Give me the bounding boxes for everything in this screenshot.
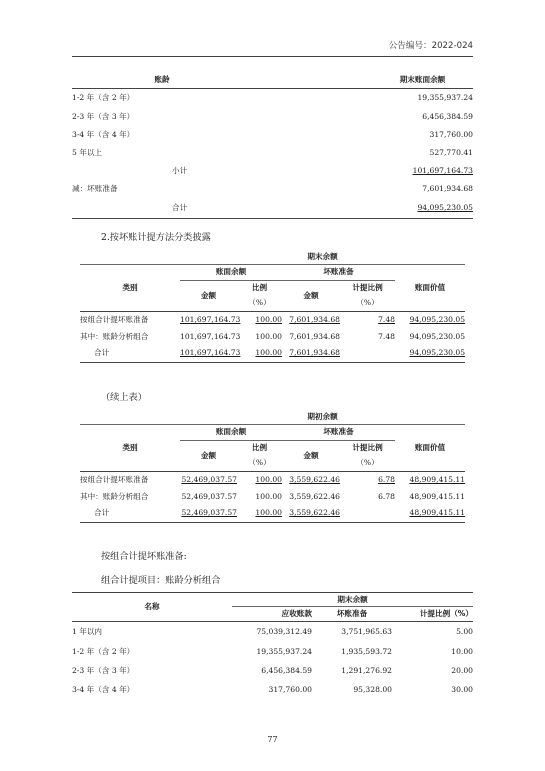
row-label: 2-3 年（含 3 年） <box>72 666 135 676</box>
continued-label: （续上表） <box>101 392 147 403</box>
cell-value: 94,095,230.05 <box>409 348 466 358</box>
header-accrual-unit: （%） <box>356 297 379 307</box>
cell-bad: 1,291,276.92 <box>341 666 392 676</box>
row-label: 按组合计提坏账准备 <box>80 314 149 324</box>
header-divider <box>72 56 473 57</box>
cell-amount: 52,469,037.57 <box>181 508 237 518</box>
cell-value: 94,095,230.05 <box>409 331 466 341</box>
header-ratio: 比例 <box>251 442 268 452</box>
cell-value: 48,909,415.11 <box>409 474 466 484</box>
header-accrual-ratio: 计提比例 <box>352 442 383 452</box>
cell-ratio: 100.00 <box>255 331 282 341</box>
subtotal-value: 101,697,164.73 <box>412 166 473 176</box>
cell-receivable: 75,039,312.49 <box>256 626 312 636</box>
header-closing-balance: 期末账面余额 <box>399 74 446 84</box>
header-book-value: 账面价值 <box>414 442 446 452</box>
header-book-balance: 账面余额 <box>215 267 247 277</box>
period-label: 期初余额 <box>307 411 338 421</box>
header-receivable: 应收账款 <box>281 609 312 619</box>
row-label: 1 年以内 <box>72 626 103 636</box>
header-book-value: 账面价值 <box>414 282 446 292</box>
row-value: 6,456,384.59 <box>422 112 473 122</box>
page-number: 77 <box>267 735 278 744</box>
row-label: 1-2 年（含 2 年） <box>72 93 135 103</box>
header-category: 类别 <box>122 282 138 292</box>
cell-bad-amount: 3,559,622.46 <box>289 474 340 484</box>
cell-accrual: 6.78 <box>378 474 395 484</box>
header-ratio: 比例 <box>251 282 268 292</box>
row-label: 其中：账龄分析组合 <box>80 331 149 341</box>
header-book-balance: 账面余额 <box>215 427 247 437</box>
row-value: 527,770.41 <box>429 148 473 158</box>
total-value: 94,095,230.05 <box>417 202 473 212</box>
header-bad-debt: 坏账准备 <box>323 427 354 437</box>
cell-receivable: 317,760.00 <box>268 685 312 695</box>
cell-accrual: 7.48 <box>378 314 395 324</box>
header-ratio-unit: （%） <box>248 297 271 307</box>
row-label: 2-3 年（含 3 年） <box>72 112 135 122</box>
header-amount: 金额 <box>303 290 319 300</box>
cell-bad: 1,935,593.72 <box>341 646 392 656</box>
cell-ratio: 10.00 <box>451 646 473 656</box>
combo-text: 按组合计提坏账准备: <box>101 551 187 562</box>
cell-bad: 3,751,965.63 <box>341 626 392 636</box>
cell-accrual <box>340 505 395 522</box>
row-value: 7,601,934.68 <box>422 184 473 194</box>
combo-aging-table <box>72 592 473 700</box>
header-bad-debt: 坏账准备 <box>336 609 368 619</box>
header-ratio-unit: （%） <box>248 457 271 467</box>
cell-accrual <box>340 345 395 362</box>
row-label: 其中：账龄分析组合 <box>80 491 149 501</box>
cell-bad-amount: 7,601,934.68 <box>289 314 340 324</box>
cell-ratio: 100.00 <box>255 491 282 501</box>
cell-amount: 52,469,037.57 <box>181 491 237 501</box>
cell-amount: 52,469,037.57 <box>181 474 237 484</box>
header-bad-debt: 坏账准备 <box>323 267 354 277</box>
cell-accrual: 7.48 <box>378 331 395 341</box>
header-name: 名称 <box>144 602 160 612</box>
row-value: 317,760.00 <box>429 130 473 140</box>
cell-ratio: 100.00 <box>255 474 282 484</box>
row-label: 3-4 年（含 4 年） <box>72 130 135 140</box>
total-label: 合计 <box>172 202 188 212</box>
cell-ratio: 100.00 <box>255 508 282 518</box>
cell-bad: 95,328.00 <box>353 685 392 695</box>
aging-table <box>72 72 473 219</box>
header-age: 账龄 <box>154 74 170 84</box>
cell-receivable: 19,355,937.24 <box>256 646 312 656</box>
classification-table-closing <box>80 250 465 363</box>
combo-item-text: 组合计提项目：账龄分析组合 <box>101 575 221 586</box>
cell-amount: 101,697,164.73 <box>180 314 241 324</box>
subtotal-label: 小计 <box>172 166 188 176</box>
cell-amount: 101,697,164.73 <box>180 331 241 341</box>
row-label: 1-2 年（含 2 年） <box>72 646 135 656</box>
cell-value: 48,909,415.11 <box>409 491 466 501</box>
cell-ratio: 20.00 <box>451 666 473 676</box>
row-label: 减：坏账准备 <box>72 184 118 194</box>
total-label: 合计 <box>94 508 110 518</box>
total-label: 合计 <box>94 348 110 358</box>
cell-ratio: 30.00 <box>451 685 473 695</box>
cell-accrual: 6.78 <box>378 491 395 501</box>
cell-bad-amount: 7,601,934.68 <box>289 348 340 358</box>
period-label: 期末余额 <box>232 593 473 607</box>
header-accrual-ratio: 计提比例 <box>352 282 383 292</box>
cell-ratio: 100.00 <box>255 348 282 358</box>
header-amount: 金额 <box>200 290 217 300</box>
row-label: 3-4 年（含 4 年） <box>72 685 135 695</box>
cell-value: 94,095,230.05 <box>409 314 466 324</box>
header-accrual-ratio: 计提比例（%） <box>419 609 473 619</box>
cell-value: 48,909,415.11 <box>409 508 466 518</box>
cell-receivable: 6,456,384.59 <box>261 666 312 676</box>
cell-bad-amount: 7,601,934.68 <box>289 331 340 341</box>
period-label: 期末余额 <box>307 251 338 261</box>
row-label: 5 年以上 <box>72 148 103 158</box>
section-title: 2.按坏账计提方法分类披露 <box>101 232 211 243</box>
cell-bad-amount: 3,559,622.46 <box>289 508 340 518</box>
header-category: 类别 <box>122 442 138 452</box>
header-amount: 金额 <box>200 450 217 460</box>
classification-table-opening <box>80 410 465 523</box>
cell-amount: 101,697,164.73 <box>180 348 241 358</box>
row-value: 19,355,937.24 <box>417 93 473 103</box>
announcement-code: 公告编号：2022-024 <box>388 41 473 51</box>
cell-ratio: 100.00 <box>255 314 282 324</box>
cell-ratio: 5.00 <box>456 626 473 636</box>
cell-bad-amount: 3,559,622.46 <box>289 491 340 501</box>
row-label: 按组合计提坏账准备 <box>80 474 149 484</box>
header-accrual-unit: （%） <box>356 457 379 467</box>
header-amount: 金额 <box>303 450 319 460</box>
